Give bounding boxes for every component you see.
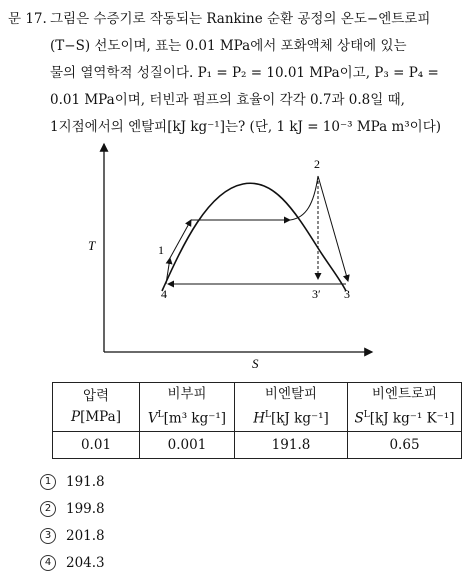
col-specific-enthalpy: 비엔탈피 $H^L[kJ$ kg⁻¹] xyxy=(235,383,348,432)
choice-4[interactable] xyxy=(40,549,105,576)
question-line: 1지점에서의 엔탈피[kJ kg⁻¹]는? (단, 1 kJ = 10⁻³ MPa m³이다) xyxy=(50,119,442,135)
cell-pressure: 0.01 xyxy=(53,432,140,459)
point-label-3: 3 xyxy=(344,287,350,301)
process-2-3 xyxy=(318,176,348,281)
question-block xyxy=(8,6,464,141)
point-label-3prime: 3′ xyxy=(312,287,321,301)
choice-value: 199.8 xyxy=(66,500,105,517)
choice-value: 201.8 xyxy=(66,527,105,544)
choice-mark: 4 xyxy=(40,555,56,571)
choice-value: 191.8 xyxy=(66,473,105,490)
y-axis-label: T xyxy=(88,238,96,253)
cell-specific-volume: 0.001 xyxy=(140,432,235,459)
properties-table xyxy=(52,382,462,459)
process-4-1 xyxy=(166,258,170,284)
table-row xyxy=(53,432,462,459)
ts-diagram xyxy=(78,136,378,371)
point-label-4: 4 xyxy=(161,287,167,301)
col-pressure: 압력 P[MPa] xyxy=(53,383,140,432)
choice-mark: 3 xyxy=(40,528,56,544)
choice-mark: 1 xyxy=(40,474,56,490)
choice-mark: 2 xyxy=(40,501,56,517)
choice-3[interactable] xyxy=(40,522,105,549)
col-specific-volume: 비부피 $V^L[m^3$ kg⁻¹] xyxy=(140,383,235,432)
question-line: 0.01 MPa이며, 터빈과 펌프의 효율이 각각 0.7과 0.8일 때, xyxy=(50,92,405,108)
answer-choices xyxy=(40,468,105,576)
point-label-1: 1 xyxy=(158,243,164,257)
point-label-2: 2 xyxy=(314,157,320,171)
cell-specific-enthalpy: 191.8 xyxy=(235,432,348,459)
question-number: 문 17. xyxy=(8,11,47,27)
x-axis-label: S xyxy=(252,356,259,371)
choice-1[interactable] xyxy=(40,468,105,495)
cell-specific-entropy: 0.65 xyxy=(348,432,462,459)
question-line: 물의 열역학적 성질이다. P₁ = P₂ = 10.01 MPa이고, P₃ = P₄ = xyxy=(50,65,439,81)
choice-2[interactable] xyxy=(40,495,105,522)
table-header-row xyxy=(53,383,462,432)
choice-value: 204.3 xyxy=(66,554,105,571)
col-specific-entropy: 비엔트로피 $S^L[kJ$ kg⁻¹ K⁻¹] xyxy=(348,383,462,432)
question-line: 그림은 수증기로 작동되는 Rankine 순환 공정의 온도−엔트로피 xyxy=(50,11,431,27)
question-line: (T−S) 선도이며, 표는 0.01 MPa에서 포화액체 상태에 있는 xyxy=(50,38,407,54)
question-text xyxy=(50,6,464,141)
